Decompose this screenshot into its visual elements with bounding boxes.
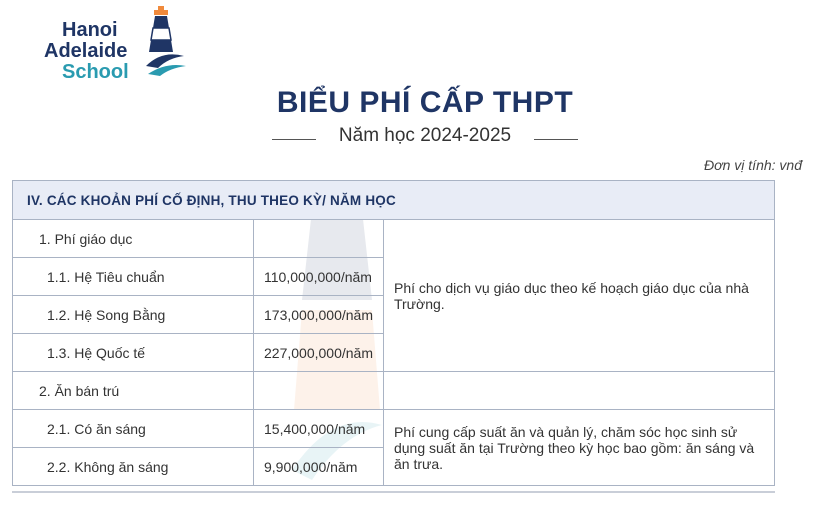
meals-category-price bbox=[254, 372, 384, 410]
fee-item-price: 173,000,000/năm bbox=[254, 296, 384, 334]
lighthouse-icon bbox=[144, 6, 188, 78]
fee-item-label: 1.1. Hệ Tiêu chuẩn bbox=[13, 258, 254, 296]
table-row bbox=[13, 372, 775, 410]
table-section-header-row bbox=[13, 181, 775, 220]
meals-category-description bbox=[383, 372, 774, 410]
table-row bbox=[13, 410, 775, 448]
fee-item-price: 9,900,000/năm bbox=[254, 448, 384, 486]
fee-item-label: 1.3. Hệ Quốc tế bbox=[13, 334, 254, 372]
page-subtitle: Năm học 2024-2025 bbox=[338, 125, 512, 146]
currency-unit-note: Đơn vị tính: vnđ bbox=[704, 157, 802, 173]
tuition-category-price bbox=[254, 220, 384, 258]
fee-item-price: 15,400,000/năm bbox=[254, 410, 384, 448]
table-bottom-divider bbox=[12, 491, 775, 493]
meals-category-label: 2. Ăn bán trú bbox=[13, 372, 254, 410]
fee-item-label: 1.2. Hệ Song Bằng bbox=[13, 296, 254, 334]
fee-item-label: 2.2. Không ăn sáng bbox=[13, 448, 254, 486]
subtitle-rule-left bbox=[272, 139, 316, 140]
logo-line-school: School bbox=[62, 61, 129, 83]
subtitle-rule-right bbox=[534, 139, 578, 140]
meals-description: Phí cung cấp suất ăn và quản lý, chăm sóc học sinh sử dụng suất ăn tại Trường theo kỳ học bao gồm: ăn sáng và ăn trưa. bbox=[383, 410, 774, 486]
fee-table bbox=[12, 180, 775, 486]
table-section-header: IV. CÁC KHOẢN PHÍ CỐ ĐỊNH, THU THEO KỲ/ NĂM HỌC bbox=[13, 181, 775, 220]
school-logo bbox=[44, 6, 194, 96]
fee-item-label: 2.1. Có ăn sáng bbox=[13, 410, 254, 448]
tuition-description: Phí cho dịch vụ giáo dục theo kế hoạch giáo dục của nhà Trường. bbox=[383, 220, 774, 372]
logo-line-adelaide: Adelaide bbox=[44, 40, 128, 62]
table-row bbox=[13, 220, 775, 258]
fee-item-price: 227,000,000/năm bbox=[254, 334, 384, 372]
fee-item-price: 110,000,000/năm bbox=[254, 258, 384, 296]
page-title: BIỂU PHÍ CẤP THPT bbox=[276, 86, 574, 119]
subtitle-row bbox=[272, 126, 578, 146]
tuition-category-label: 1. Phí giáo dục bbox=[13, 220, 254, 258]
logo-line-hanoi: Hanoi bbox=[62, 19, 118, 41]
logo-wordmark bbox=[44, 20, 129, 83]
